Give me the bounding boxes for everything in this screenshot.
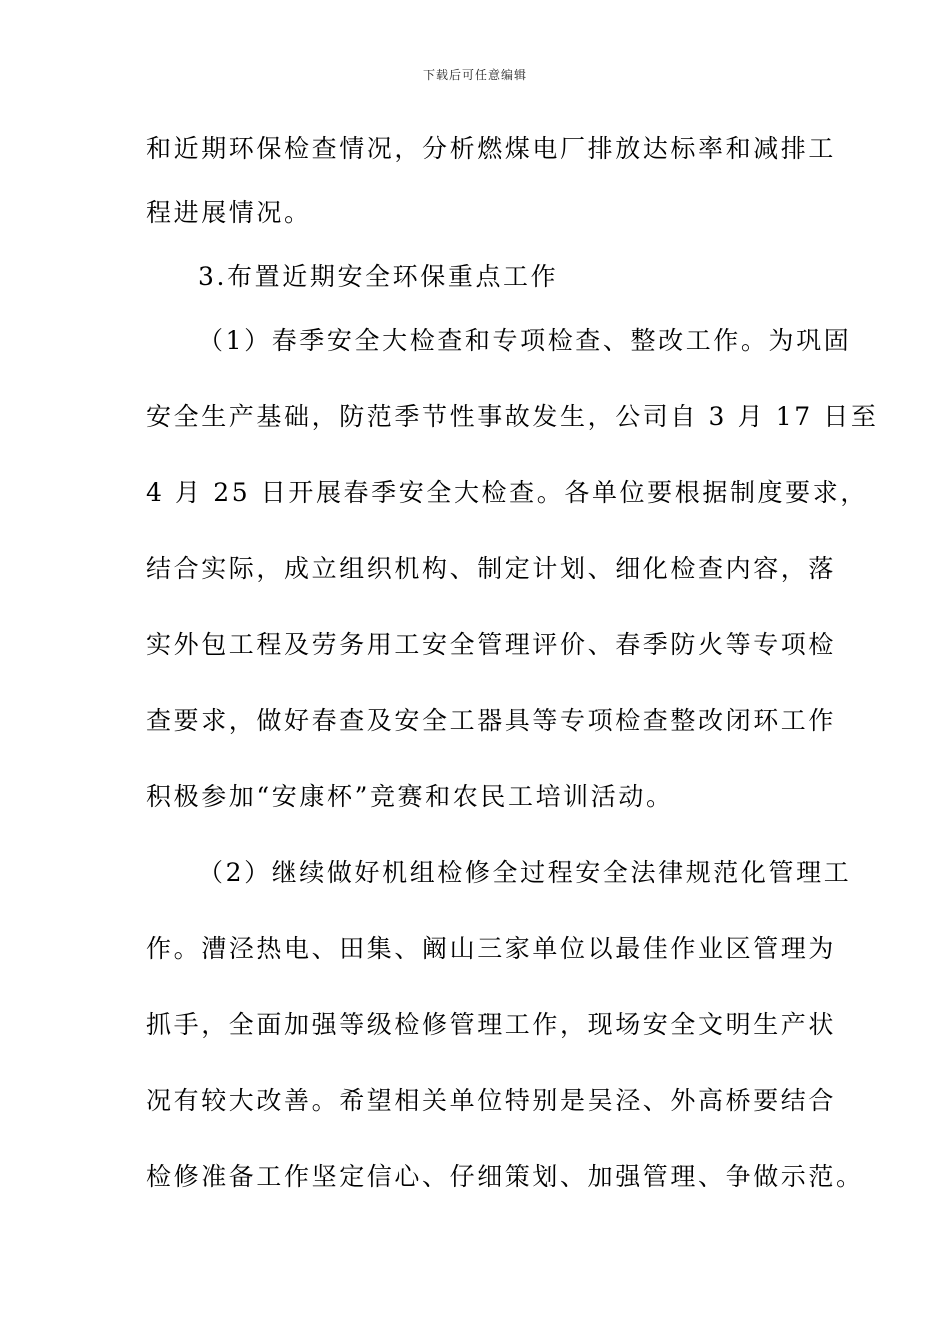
paragraph-line: （1）春季安全大检查和专项检查、整改工作。为巩固 [198,326,852,355]
paragraph-line: 作。漕泾热电、田集、阚山三家单位以最佳作业区管理为 [146,934,837,963]
paragraph-line: 积极参加“安康杯”竞赛和农民工培训活动。 [146,782,674,811]
paragraph-line: 和近期环保检查情况，分析燃煤电厂排放达标率和减排工 [146,134,837,163]
paragraph-line: 安全生产基础，防范季节性事故发生，公司自 3 月 17 日至 [146,402,879,431]
paragraph-line: （2）继续做好机组检修全过程安全法律规范化管理工 [198,858,852,887]
paragraph-line: 结合实际，成立组织机构、制定计划、细化检查内容，落 [146,554,837,583]
page-header: 下载后可任意编辑 [422,68,527,82]
document-body [146,130,879,1234]
section-heading: 3.布置近期安全环保重点工作 [198,262,559,291]
paragraph-line: 检修准备工作坚定信心、仔细策划、加强管理、争做示范。 [146,1162,864,1191]
paragraph-line: 况有较大改善。希望相关单位特别是吴泾、外高桥要结合 [146,1086,837,1115]
paragraph-line: 实外包工程及劳务用工安全管理评价、春季防火等专项检 [146,630,837,659]
paragraph-line: 4 月 25 日开展春季安全大检查。各单位要根据制度要求， [146,478,868,507]
paragraph-line: 程进展情况。 [146,198,312,227]
paragraph-line: 查要求，做好春查及安全工器具等专项检查整改闭环工作 [146,706,837,735]
paragraph-line: 抓手，全面加强等级检修管理工作，现场安全文明生产状 [146,1010,837,1039]
